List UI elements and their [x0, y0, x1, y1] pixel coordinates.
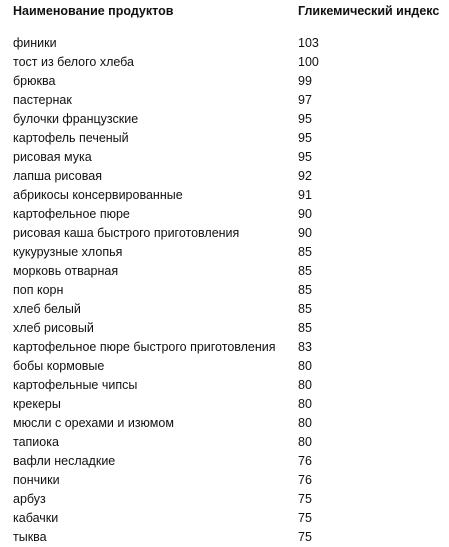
table-row	[13, 357, 443, 376]
table-row	[13, 205, 443, 224]
product-name-cell: рисовая мука	[13, 150, 92, 164]
glycemic-index-cell: 90	[298, 207, 312, 221]
table-row	[13, 110, 443, 129]
glycemic-index-cell: 85	[298, 321, 312, 335]
product-name-cell: крекеры	[13, 397, 61, 411]
glycemic-index-cell: 100	[298, 55, 319, 69]
table-row	[13, 414, 443, 433]
table-row	[13, 528, 443, 547]
glycemic-index-cell: 85	[298, 283, 312, 297]
glycemic-index-cell: 75	[298, 492, 312, 506]
product-name-cell: мюсли с орехами и изюмом	[13, 416, 174, 430]
glycemic-index-cell: 80	[298, 435, 312, 449]
table-row	[13, 338, 443, 357]
product-name-cell: картофельные чипсы	[13, 378, 138, 392]
table-row	[13, 433, 443, 452]
table-row	[13, 224, 443, 243]
product-name-cell: хлеб белый	[13, 302, 81, 316]
table-row	[13, 452, 443, 471]
glycemic-index-cell: 91	[298, 188, 312, 202]
product-name-cell: хлеб рисовый	[13, 321, 94, 335]
product-name-cell: тост из белого хлеба	[13, 55, 135, 69]
glycemic-index-cell: 103	[298, 36, 319, 50]
glycemic-index-cell: 90	[298, 226, 312, 240]
table-row	[13, 72, 443, 91]
table-row	[13, 262, 443, 281]
table-row	[13, 129, 443, 148]
glycemic-index-cell: 76	[298, 454, 312, 468]
table-row	[13, 319, 443, 338]
glycemic-index-cell: 85	[298, 264, 312, 278]
glycemic-index-cell: 85	[298, 302, 312, 316]
table-row	[13, 300, 443, 319]
product-name-cell: лапша рисовая	[13, 169, 102, 183]
table-row	[13, 34, 443, 53]
glycemic-index-cell: 85	[298, 245, 312, 259]
product-name-cell: тапиока	[13, 435, 59, 449]
glycemic-index-cell: 95	[298, 150, 312, 164]
product-name-cell: арбуз	[13, 492, 46, 506]
table-row	[13, 53, 443, 72]
table-row	[13, 186, 443, 205]
glycemic-index-cell: 95	[298, 112, 312, 126]
glycemic-index-cell: 83	[298, 340, 312, 354]
product-name-cell: картофельное пюре быстрого приготовления	[13, 340, 276, 354]
glycemic-index-cell: 80	[298, 378, 312, 392]
table-row	[13, 167, 443, 186]
product-name-cell: абрикосы консервированные	[13, 188, 183, 202]
product-name-cell: вафли несладкие	[13, 454, 116, 468]
product-name-cell: тыква	[13, 530, 47, 544]
product-name-cell: картофель печеный	[13, 131, 129, 145]
product-name-cell: финики	[13, 36, 57, 50]
glycemic-index-cell: 92	[298, 169, 312, 183]
table-row	[13, 471, 443, 490]
product-name-cell: картофельное пюре	[13, 207, 130, 221]
glycemic-index-table	[13, 0, 443, 547]
product-name-cell: кукурузные хлопья	[13, 245, 123, 259]
table-row	[13, 243, 443, 262]
product-name-cell: пастернак	[13, 93, 72, 107]
product-name-cell: поп корн	[13, 283, 64, 297]
glycemic-index-cell: 99	[298, 74, 312, 88]
product-name-cell: морковь отварная	[13, 264, 119, 278]
table-row	[13, 281, 443, 300]
glycemic-index-cell: 95	[298, 131, 312, 145]
product-name-cell: кабачки	[13, 511, 59, 525]
glycemic-index-cell: 76	[298, 473, 312, 487]
product-name-cell: булочки французские	[13, 112, 139, 126]
product-name-cell: рисовая каша быстрого приготовления	[13, 226, 240, 240]
table-row	[13, 376, 443, 395]
product-name-cell: брюква	[13, 74, 56, 88]
table-row	[13, 490, 443, 509]
glycemic-index-cell: 97	[298, 93, 312, 107]
header-glycemic-index: Гликемический индекс	[298, 4, 440, 18]
table-row	[13, 509, 443, 528]
table-row	[13, 395, 443, 414]
glycemic-index-cell: 80	[298, 397, 312, 411]
product-name-cell: пончики	[13, 473, 60, 487]
table-row	[13, 91, 443, 110]
product-name-cell: бобы кормовые	[13, 359, 105, 373]
glycemic-index-cell: 75	[298, 530, 312, 544]
glycemic-index-cell: 75	[298, 511, 312, 525]
table-row	[13, 148, 443, 167]
glycemic-index-cell: 80	[298, 359, 312, 373]
glycemic-index-cell: 80	[298, 416, 312, 430]
table-body	[13, 34, 443, 547]
header-product-name: Наименование продуктов	[13, 4, 174, 18]
table-header	[13, 0, 443, 22]
